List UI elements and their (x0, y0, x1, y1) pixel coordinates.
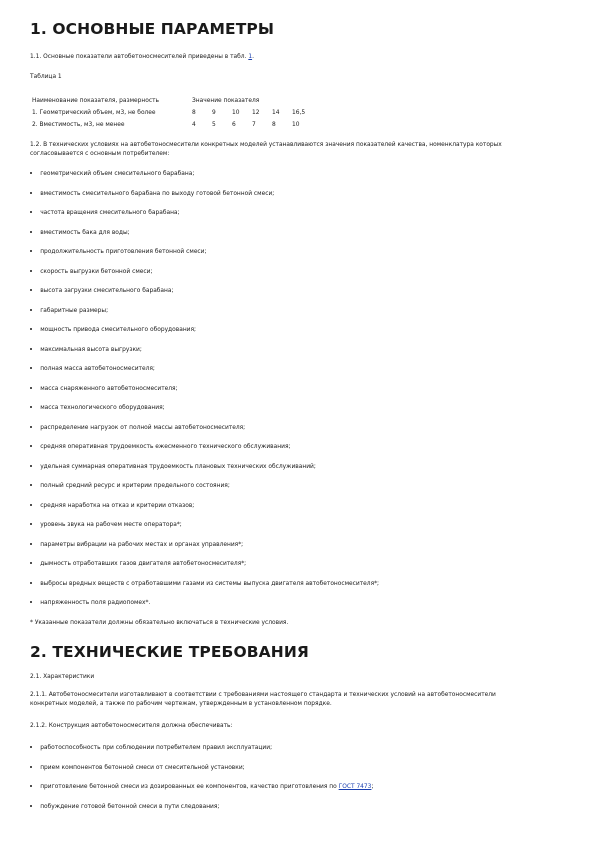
list-item: прием компонентов бетонной смеси от смесительной установки; (30, 765, 245, 771)
list-item: полный средний ресурс и критерии предельного состояния; (30, 483, 230, 489)
table-cell-value: 10 (232, 110, 240, 116)
bullet-icon (30, 805, 32, 807)
bullet-icon (30, 406, 32, 408)
bullet-icon (30, 250, 32, 252)
list-item: побуждение готовой бетонной смеси в пути следования; (30, 804, 219, 810)
list-item: средняя наработка на отказ и критерии отказов; (30, 503, 194, 509)
list-item: распределение нагрузок от полной массы автобетоносмесителя; (30, 425, 245, 431)
bullet-icon (30, 562, 32, 564)
table-cell-name: 1. Геометрический объем, м3, не более (32, 110, 156, 116)
bullet-icon (30, 309, 32, 311)
list-item: удельная суммарная оперативная трудоемкость плановых технических обслуживаний; (30, 464, 316, 470)
parameters-table (32, 95, 312, 131)
bullet-icon (30, 504, 32, 506)
list-item: продолжительность приготовления бетонной смеси; (30, 249, 207, 255)
bullet-icon (30, 172, 32, 174)
bullet-icon (30, 348, 32, 350)
list-item: максимальная высота выгрузки; (30, 347, 142, 353)
list-item: масса технологического оборудования; (30, 405, 165, 411)
paragraph-2-1: 2.1. Характеристики (30, 674, 95, 680)
section-2-title: 2. ТЕХНИЧЕСКИЕ ТРЕБОВАНИЯ (30, 643, 309, 661)
table-row (32, 107, 312, 119)
bullet-icon (30, 367, 32, 369)
bullet-icon (30, 328, 32, 330)
list-item: параметры вибрации на рабочих местах и органах управления*; (30, 542, 243, 548)
bullet-icon (30, 766, 32, 768)
list-item: работоспособность при соблюдении потребителем правил эксплуатации; (30, 745, 272, 751)
list-item: габаритные размеры; (30, 308, 108, 314)
bullet-icon (30, 289, 32, 291)
bullet-icon (30, 484, 32, 486)
list-item: скорость выгрузки бетонной смеси; (30, 269, 152, 275)
gost-7473-link[interactable]: ГОСТ 7473 (338, 784, 372, 790)
table-header-name: Наименование показателя, размерность (32, 98, 160, 104)
list-item: геометрический объем смесительного барабана; (30, 171, 194, 177)
table-cell-name: 2. Вместимость, м3, не менее (32, 122, 125, 128)
list-item: мощность привода смесительного оборудования; (30, 327, 196, 333)
list-item: высота загрузки смесительного барабана; (30, 288, 174, 294)
table-row (32, 119, 312, 131)
paragraph-2-1-2: 2.1.2. Конструкция автобетоносмесителя должна обеспечивать: (30, 723, 233, 729)
table-cell-value: 7 (252, 122, 256, 128)
list-item: дымность отработавших газов двигателя автобетоносмесителя*; (30, 561, 246, 567)
bullet-icon (30, 582, 32, 584)
bullet-icon (30, 192, 32, 194)
table-cell-value: 8 (272, 122, 276, 128)
table-header-row (32, 95, 312, 107)
table-cell-value: 4 (192, 122, 196, 128)
bullet-icon (30, 445, 32, 447)
table-cell-value: 16,5 (292, 110, 306, 116)
bullet-icon (30, 746, 32, 748)
table-cell-value: 5 (212, 122, 216, 128)
footnote: * Указанные показатели должны обязательно включаться в технические условия. (30, 620, 289, 626)
bullet-icon (30, 426, 32, 428)
paragraph-1-2: 1.2. В технических условиях на автобетоносмесители конкретных моделей устанавливаются значения показателей качества, номенклатура которых согласовывается с основным потребителем: (30, 142, 502, 157)
list-item: вместимость смесительного барабана по выходу готовой бетонной смеси; (30, 191, 274, 197)
list-item: вместимость бака для воды; (30, 230, 130, 236)
bullet-icon (30, 465, 32, 467)
bullet-icon (30, 211, 32, 213)
table-header-value: Значение показателя (192, 98, 260, 104)
bullet-icon (30, 387, 32, 389)
table-1-link[interactable]: 1 (248, 54, 253, 60)
bullet-icon (30, 270, 32, 272)
bullet-icon (30, 785, 32, 787)
list-item: уровень звука на рабочем месте оператора*; (30, 522, 182, 528)
table-cell-value: 12 (252, 110, 260, 116)
table-cell-value: 6 (232, 122, 236, 128)
section-1-title: 1. ОСНОВНЫЕ ПАРАМЕТРЫ (30, 20, 275, 38)
paragraph-1-1-end: . (252, 54, 254, 60)
paragraph-1-1-text: 1.1. Основные показатели автобетоносмесителей приведены в табл. (30, 54, 249, 60)
bullet-icon (30, 543, 32, 545)
list-item: масса снаряженного автобетоносмесителя; (30, 386, 178, 392)
list-item: приготовление бетонной смеси из дозированных ее компонентов, качество приготовления по ГОСТ 7473; (30, 784, 373, 790)
list-item: средняя оперативная трудоемкость ежесменного технического обслуживания; (30, 444, 290, 450)
table-cell-value: 10 (292, 122, 300, 128)
bullet-icon (30, 231, 32, 233)
list-item: выбросы вредных веществ с отработавшими газами из системы выпуска двигателя автобетоносмесителя*; (30, 581, 379, 587)
bullet-icon (30, 523, 32, 525)
bullet-icon (30, 601, 32, 603)
list-item: напряженность поля радиопомех*. (30, 600, 150, 606)
list-item: полная масса автобетоносмесителя; (30, 366, 155, 372)
paragraph-1-1 (30, 53, 254, 62)
list-item: частота вращения смесительного барабана; (30, 210, 180, 216)
table-cell-value: 9 (212, 110, 216, 116)
table-caption: Таблица 1 (30, 74, 62, 80)
table-cell-value: 8 (192, 110, 196, 116)
paragraph-2-1-1: 2.1.1. Автобетоносмесители изготавливают в соответствии с требованиями настоящего стандарта и технических условий на автобетоносмесители конкретных моделей, а также по рабочим чертежам, утвержденным в установленном порядке. (30, 692, 496, 707)
table-cell-value: 14 (272, 110, 280, 116)
